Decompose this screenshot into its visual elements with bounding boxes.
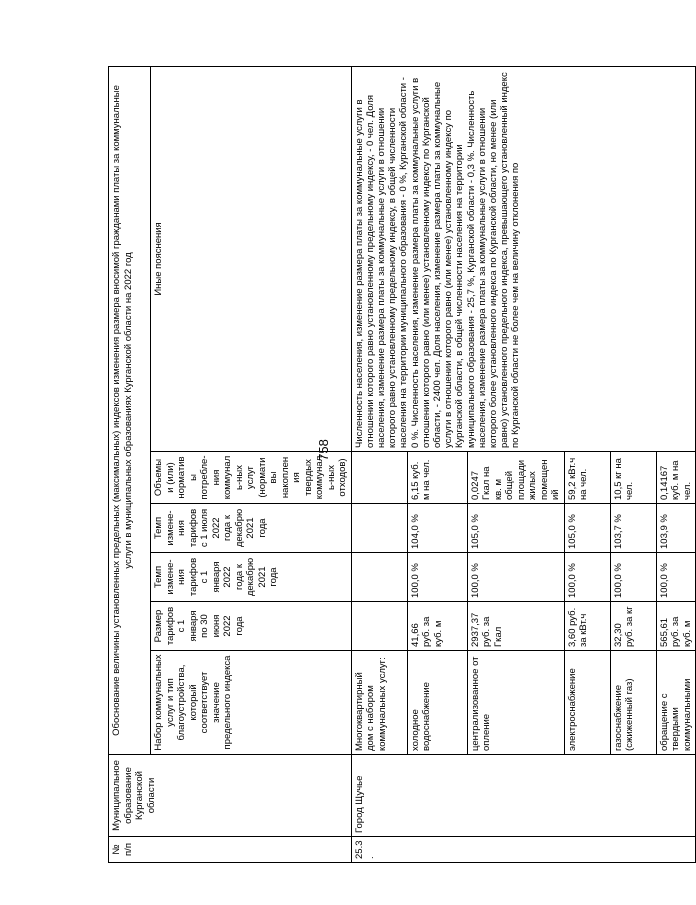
service-name: обращение с твердыми коммунальными <box>656 651 696 755</box>
header-row-2 <box>151 66 352 862</box>
service-rate-jan: 100,0 % <box>407 553 467 602</box>
header-col-rate-jan: Темп измене-ния тарифов с 1 января 2022 года к декабрю 2021 года <box>151 553 352 602</box>
page-number: 758 <box>316 439 331 461</box>
building-type-label: Многоквартирный дом с набором коммунальных услуг: <box>351 651 407 755</box>
service-volume: 6,15 куб. м на чел. <box>407 452 467 504</box>
service-name: централизованное отопление <box>467 651 564 755</box>
service-name: газоснабжение (сжиженный газ) <box>610 651 656 755</box>
service-tariff: 2937,37 руб. за Гкал <box>467 602 564 651</box>
section-number: 25.3. <box>351 837 696 863</box>
rotated-table-container <box>108 67 693 863</box>
header-justification-group: Обоснование величины установленных предельных (максимальных) индексов изменения размера вносимой гражданами платы за коммунальные услуги в муниципальных образованиях Курганской области на 2022 год <box>109 66 151 754</box>
service-rate-jan: 100,0 % <box>564 553 610 602</box>
service-rate-jul: 104,0 % <box>407 504 467 553</box>
header-col-notes: Иные пояснения <box>151 66 352 451</box>
service-rate-jul: 103,9 % <box>656 504 696 553</box>
explanation-text: Численность населения, изменение размера платы за коммунальные услуги в отношении которого равно установленному предельному индексу, - 0 чел. Доля населения, изменение размера платы за коммунальные услуги в отношении которого равно установленному предельному индексу, в общей численности населения на территории муниципального образования - 0 %, Курганской области - 0 %. Численность населения, изменение размера платы за коммунальные услуги в отношении которого равно (или менее) установленному индексу по Курганской области, - 2400 чел. Доля населения, изменение размера платы за коммунальные услуги в отношении которого равно (или менее) установленному индексу по Курганской области, в общей численности населения на территории муниципального образования - 25,7 %, Курганской области - 0,3 %. Численность населения, изменение размера платы за коммунальные услуги в отношении которого более установленного индекса по Курганской области, но менее (или равно) установленного предельного индекса, превышающего установленный индекс по Курганской области не более чем на величину отклонения по <box>351 66 696 451</box>
section-row <box>351 66 407 862</box>
service-tariff: 565,61 руб. за куб. м <box>656 602 696 651</box>
header-col-rate-jul: Темп измене-ния тарифов с 1 июля 2022 года к декабрю 2021 года <box>151 504 352 553</box>
empty-cell <box>351 602 407 651</box>
service-rate-jul: 105,0 % <box>564 504 610 553</box>
service-tariff: 32,30 руб. за кг <box>610 602 656 651</box>
header-col-municipality: Муниципальное образование Курганской области <box>109 755 352 837</box>
header-col-service-set: Набор коммунальных услуг и тип благоустройства, который соответствует значение предельного индекса <box>151 651 352 755</box>
service-volume: 59,2 кВт.ч на чел. <box>564 452 610 504</box>
service-rate-jan: 100,0 % <box>610 553 656 602</box>
header-row-1 <box>109 66 151 862</box>
empty-cell <box>351 452 407 504</box>
service-tariff: 41,66 руб. за куб. м <box>407 602 467 651</box>
header-col-volumes: Объемы и (или) нормативы потребле-ния коммуналь-ных услуг (нормативы накопления твердых коммуналь-ных отходов) <box>151 452 352 504</box>
service-tariff: 3,60 руб. за кВт.ч <box>564 602 610 651</box>
service-volume: 0,0247 Гкал на кв. м общей площади жилых помещений <box>467 452 564 504</box>
service-rate-jan: 100,0 % <box>467 553 564 602</box>
empty-cell <box>351 553 407 602</box>
empty-cell <box>351 504 407 553</box>
section-municipality: Город Щучье <box>351 755 696 837</box>
index-justification-table <box>108 66 696 863</box>
service-volume: 10,5 кг на чел. <box>610 452 656 504</box>
header-col-number: № п/п <box>109 837 352 863</box>
service-rate-jul: 103,7 % <box>610 504 656 553</box>
service-rate-jan: 100,0 % <box>656 553 696 602</box>
header-col-tariff-size: Размер тарифов с 1 января по 30 июня 2022 года <box>151 602 352 651</box>
service-name: холодное водоснабжение <box>407 651 467 755</box>
service-rate-jul: 105,0 % <box>467 504 564 553</box>
service-volume: 0,14167 куб. м на чел. <box>656 452 696 504</box>
service-name: электроснабжение <box>564 651 610 755</box>
